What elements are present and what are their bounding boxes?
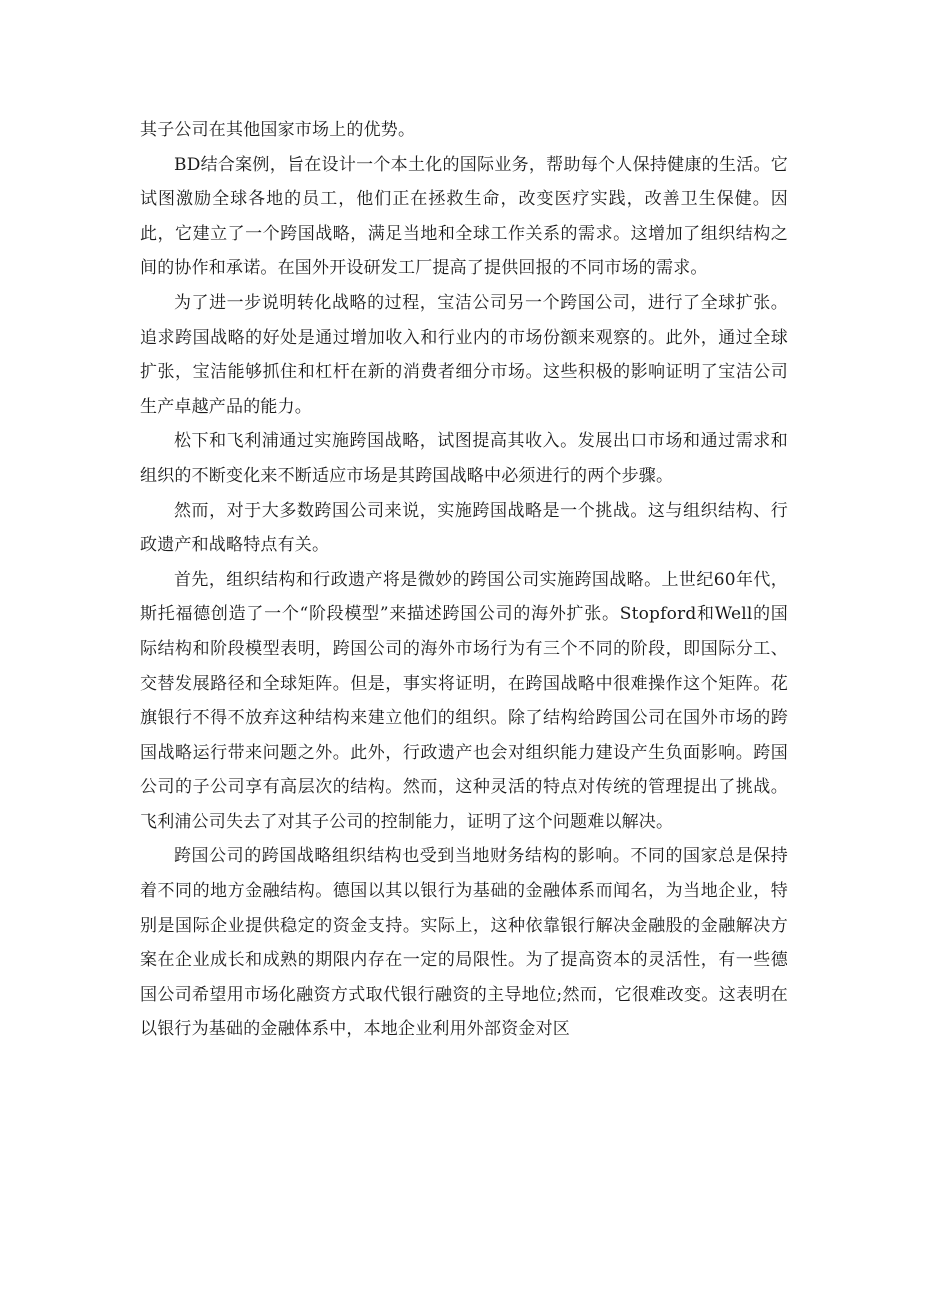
paragraph-3: 为了进一步说明转化战略的过程，宝洁公司另一个跨国公司，进行了全球扩张。追求跨国战略的好处是通过增加收入和行业内的市场份额来观察的。此外，通过全球扩张，宝洁能够抓住和杠杆在新的消费者细分市场。这些积极的影响证明了宝洁公司生产卓越产品的能力。 bbox=[140, 292, 788, 417]
paragraph-6: 首先，组织结构和行政遗产将是微妙的跨国公司实施跨国战略。上世纪60年代，斯托福德创造了一个“阶段模型”来描述跨国公司的海外扩张。Stopford和Well的国际结构和阶段模型表明，跨国公司的海外市场行为有三个不同的阶段，即国际分工、交替发展路径和全球矩阵。但是，事实将证明，在跨国战略中很难操作这个矩阵。花旗银行不得不放弃这种结构来建立他们的组织。除了结构给跨国公司在国外市场的跨国战略运行带来问题之外。此外，行政遗产也会对组织能力建设产生负面影响。跨国公司的子公司享有高层次的结构。然而，这种灵活的特点对传统的管理提出了挑战。飞利浦公司失去了对其子公司的控制能力，证明了这个问题难以解决。 bbox=[140, 569, 788, 832]
paragraph-4: 松下和飞利浦通过实施跨国战略，试图提高其收入。发展出口市场和通过需求和组织的不断变化来不断适应市场是其跨国战略中必须进行的两个步骤。 bbox=[140, 431, 788, 486]
paragraph-2: BD结合案例，旨在设计一个本土化的国际业务，帮助每个人保持健康的生活。它试图激励全球各地的员工，他们正在拯救生命，改变医疗实践，改善卫生保健。因此，它建立了一个跨国战略，满足当地和全球工作关系的需求。这增加了组织结构之间的协作和承诺。在国外开设研发工厂提高了提供回报的不同市场的需求。 bbox=[140, 154, 788, 279]
paragraph-5: 然而，对于大多数跨国公司来说，实施跨国战略是一个挑战。这与组织结构、行政遗产和战略特点有关。 bbox=[140, 500, 788, 556]
paragraph-7: 跨国公司的跨国战略组织结构也受到当地财务结构的影响。不同的国家总是保持着不同的地方金融结构。德国以其以银行为基础的金融体系而闻名，为当地企业，特别是国际企业提供稳定的资金支持。实际上，这种依靠银行解决金融股的金融解决方案在企业成长和成熟的期限内存在一定的局限性。为了提高资本的灵活性，有一些德国公司希望用市场化融资方式取代银行融资的主导地位;然而，它很难改变。这表明在以银行为基础的金融体系中，本地企业利用外部资金对区 bbox=[140, 846, 788, 1040]
document-body bbox=[140, 113, 788, 1047]
paragraph-1: 其子公司在其他国家市场上的优势。 bbox=[140, 120, 416, 140]
